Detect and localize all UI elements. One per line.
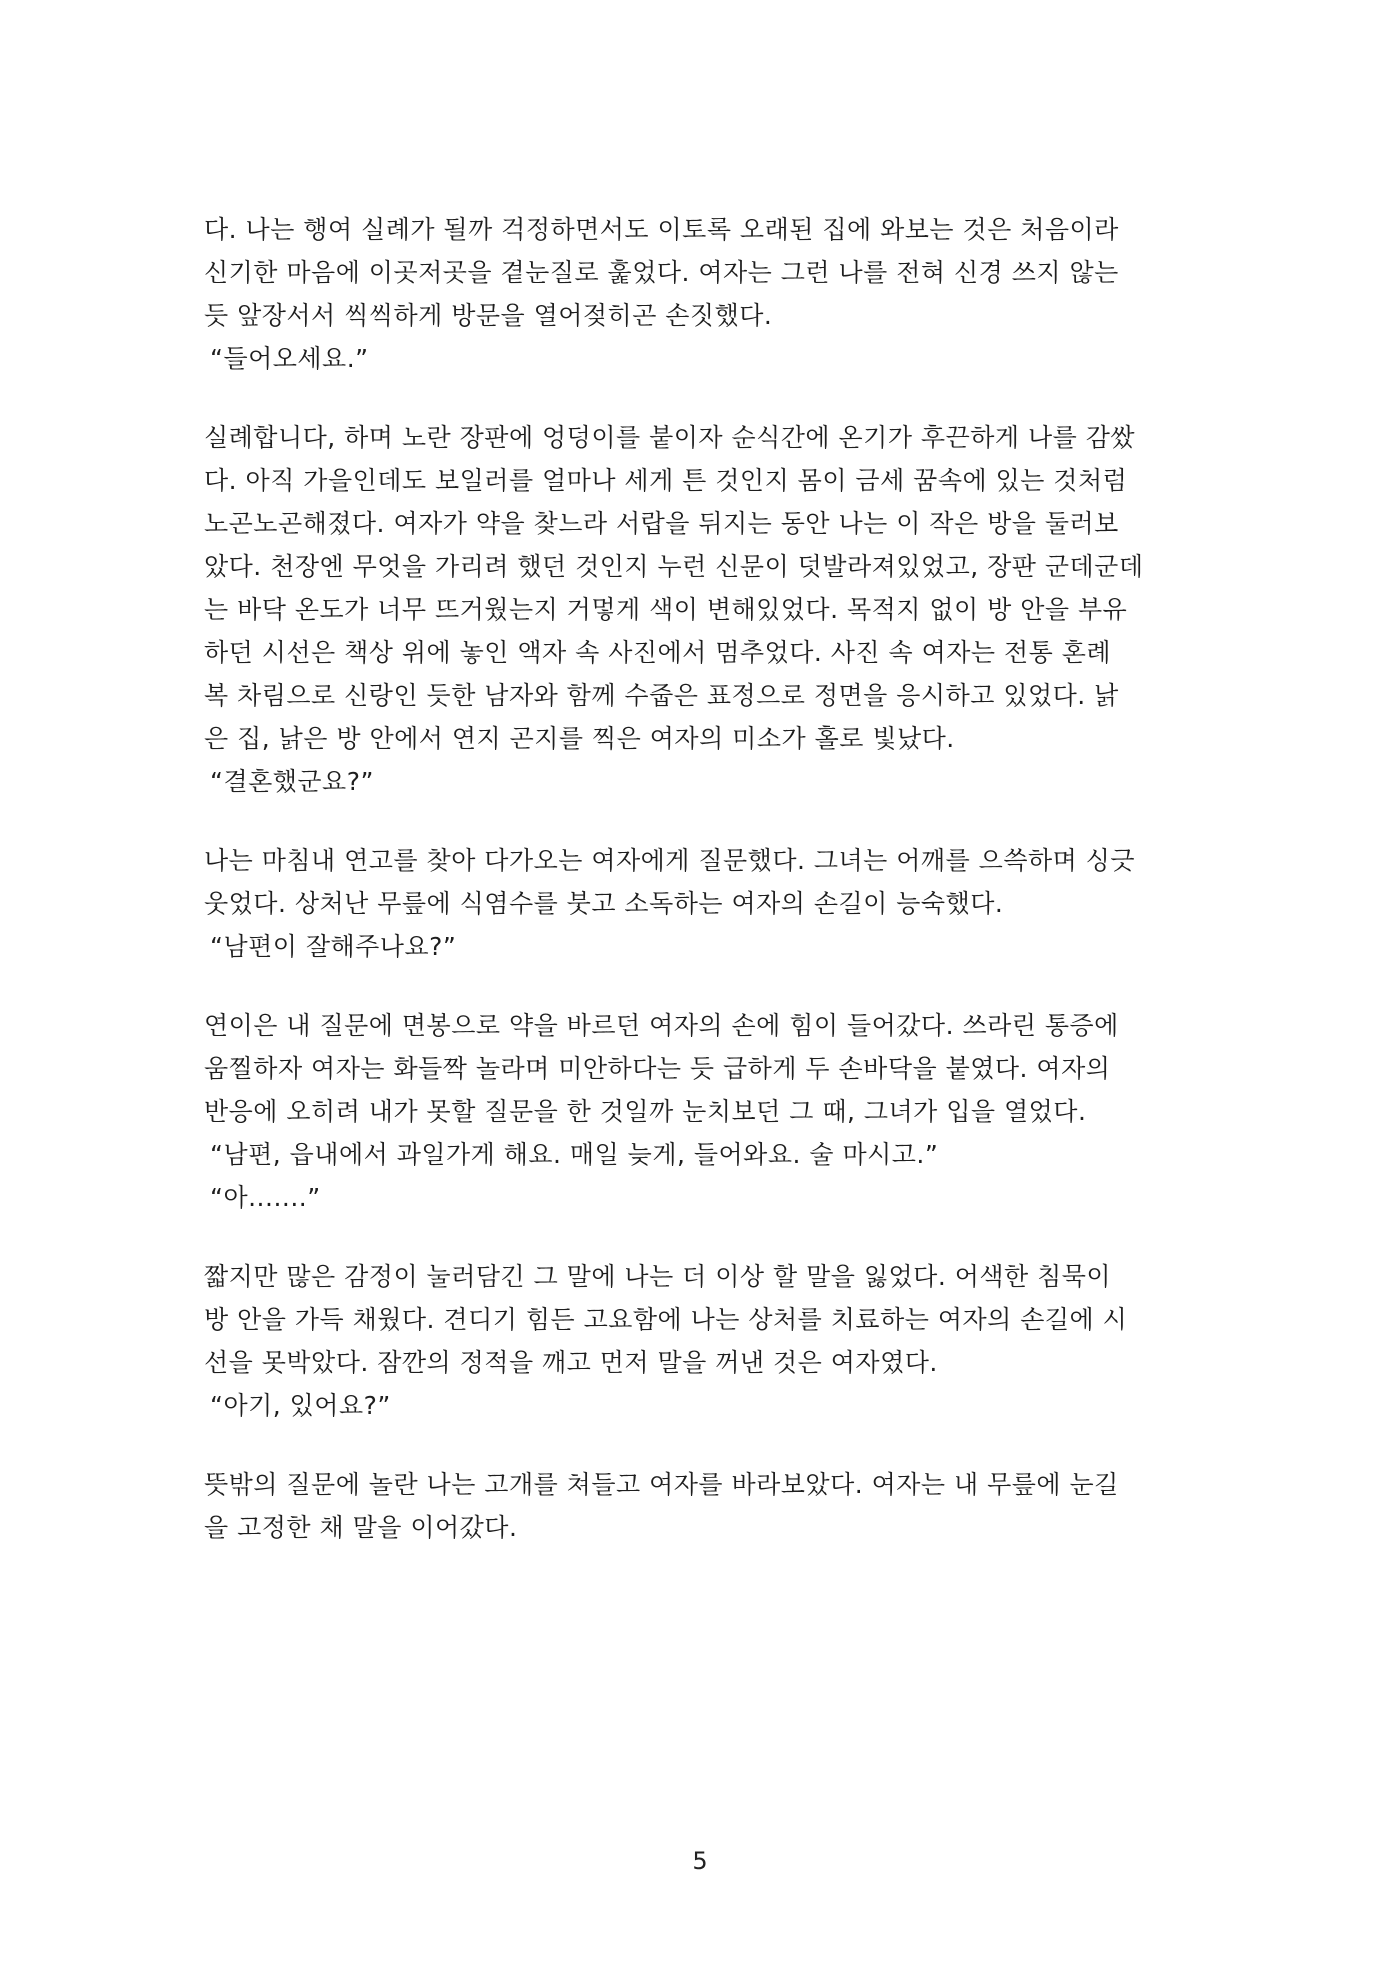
dialogue-line: “들어오세요.” (210, 344, 369, 373)
dialogue-line: “결혼했군요?” (210, 767, 374, 796)
dialogue-line: “남편이 잘해주나요?” (210, 932, 457, 961)
dialogue-line: “남편, 읍내에서 과일가게 해요. 매일 늦게, 들어와요. 술 마시고.” “아.......” (210, 1140, 939, 1212)
dialogue-line: “아기, 있어요?” (210, 1391, 391, 1420)
paragraph: 뜻밖의 질문에 놀란 나는 고개를 쳐들고 여자를 바라보았다. 여자는 내 무릎에 눈길 을 고정한 채 말을 이어갔다. (204, 1470, 1119, 1542)
paragraph: 짧지만 많은 감정이 눌러담긴 그 말에 나는 더 이상 할 말을 잃었다. 어색한 침묵이 방 안을 가득 채웠다. 견디기 힘든 고요함에 나는 상처를 치료하는 여자의 손길에 시 선을 못박았다. 잠깐의 정적을 깨고 먼저 말을 꺼낸 것은 여자였다. (204, 1262, 1128, 1377)
paragraph: 실례합니다, 하며 노란 장판에 엉덩이를 붙이자 순식간에 온기가 후끈하게 나를 감쌌 다. 아직 가을인데도 보일러를 얼마나 세게 튼 것인지 몸이 금세 꿈속에 있는 것처럼 노곤노곤해졌다. 여자가 약을 찾느라 서랍을 뒤지는 동안 나는 이 작은 방을 둘러보 았다. 천장엔 무엇을 가리려 했던 것인지 누런 신문이 덧발라져있었고, 장판 군데군데 는 바닥 온도가 너무 뜨거웠는지 거멓게 색이 변해있었다. 목적지 없이 방 안을 부유 하던 시선은 책상 위에 놓인 액자 속 사진에서 멈추었다. 사진 속 여자는 전통 혼례 복 차림으로 신랑인 듯한 남자와 함께 수줍은 표정으로 정면을 응시하고 있었다. 낡 은 집, 낡은 방 안에서 연지 곤지를 찍은 여자의 미소가 홀로 빛났다. (204, 423, 1144, 753)
paragraph: 나는 마침내 연고를 찾아 다가오는 여자에게 질문했다. 그녀는 어깨를 으쓱하며 싱긋 웃었다. 상처난 무릎에 식염수를 붓고 소독하는 여자의 손길이 능숙했다. (204, 846, 1136, 918)
text-body (204, 208, 1206, 1549)
paragraph: 다. 나는 행여 실례가 될까 걱정하면서도 이토록 오래된 집에 와보는 것은 처음이라 신기한 마음에 이곳저곳을 곁눈질로 훑었다. 여자는 그런 나를 전혀 신경 쓰지 않는 듯 앞장서서 씩씩하게 방문을 열어젖히곤 손짓했다. (204, 215, 1119, 330)
page-number: 5 (692, 1847, 708, 1875)
paragraph: 연이은 내 질문에 면봉으로 약을 바르던 여자의 손에 힘이 들어갔다. 쓰라린 통증에 움찔하자 여자는 화들짝 놀라며 미안하다는 듯 급하게 두 손바닥을 붙였다. 여자의 반응에 오히려 내가 못할 질문을 한 것일까 눈치보던 그 때, 그녀가 입을 열었다. (204, 1011, 1119, 1126)
